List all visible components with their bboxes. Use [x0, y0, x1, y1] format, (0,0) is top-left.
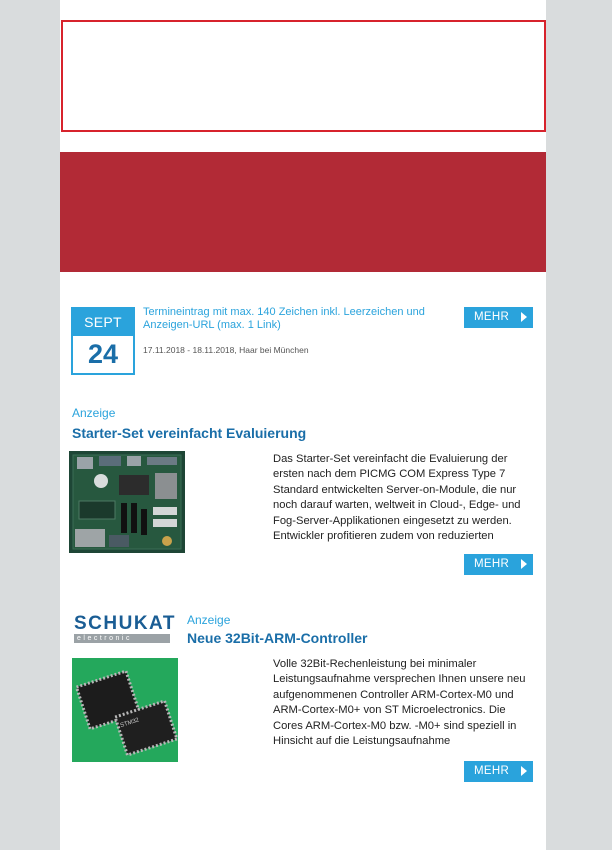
schukat-logo[interactable]	[74, 613, 176, 642]
svg-text:STM32: STM32	[119, 717, 140, 730]
more-label: MEHR	[474, 311, 510, 323]
logo-wordmark: SCHUKAT	[74, 613, 176, 634]
board-image[interactable]	[69, 451, 185, 553]
arrow-right-icon	[521, 559, 527, 569]
event-more-button[interactable]	[464, 307, 533, 328]
logo-subtitle: electronic	[74, 634, 170, 643]
article-headline[interactable]: Starter-Set vereinfacht Evaluierung	[72, 425, 307, 441]
event-meta: 17.11.2018 - 18.11.2018, Haar bei München	[143, 345, 309, 355]
event-day: 24	[87, 339, 119, 369]
event-date-badge	[71, 307, 135, 375]
article-headline[interactable]: Neue 32Bit-ARM-Controller	[187, 630, 368, 646]
event-title-link[interactable]: Termineintrag mit max. 140 Zeichen inkl. Leerzeichen und Anzeigen-URL (max. 1 Link)	[143, 306, 425, 331]
more-label: MEHR	[474, 558, 510, 570]
header-banner[interactable]	[60, 152, 546, 272]
chip-image[interactable]	[72, 658, 178, 762]
article-teaser: Das Starter-Set vereinfacht die Evaluierung der ersten nach dem PICMG COM Express Type 7 Standard entwickelten Server-on-Module, die nur noch darauf warten, weltweit in Cloud-, Edge- und Fog-Server-Applikationen eingesetzt zu werden. Entwickler profitieren zudem von reduzierten	[273, 453, 521, 543]
ad-label: Anzeige	[187, 613, 231, 627]
arrow-right-icon	[521, 766, 527, 776]
article2-more-button[interactable]	[464, 761, 533, 782]
article1-more-button[interactable]	[464, 554, 533, 575]
more-label: MEHR	[474, 765, 510, 777]
ad-label: Anzeige	[72, 406, 116, 420]
top-ad-slot[interactable]	[61, 20, 546, 132]
event-month: SEPT	[73, 309, 133, 336]
arrow-right-icon	[521, 312, 527, 322]
article-teaser: Volle 32Bit-Rechenleistung bei minimaler Leistungsaufnahme versprechen Ihnen unsere neu aufgenommenen Controller ARM-Cortex-M0 und ARM-Cortex-M0+ von ST Microelectronics. Die Cores ARM-Cortex-M0 bzw. -M0+ sind speziell in Hinsicht auf die Leistungsaufnahme	[273, 658, 526, 748]
newsletter-page	[60, 0, 546, 850]
